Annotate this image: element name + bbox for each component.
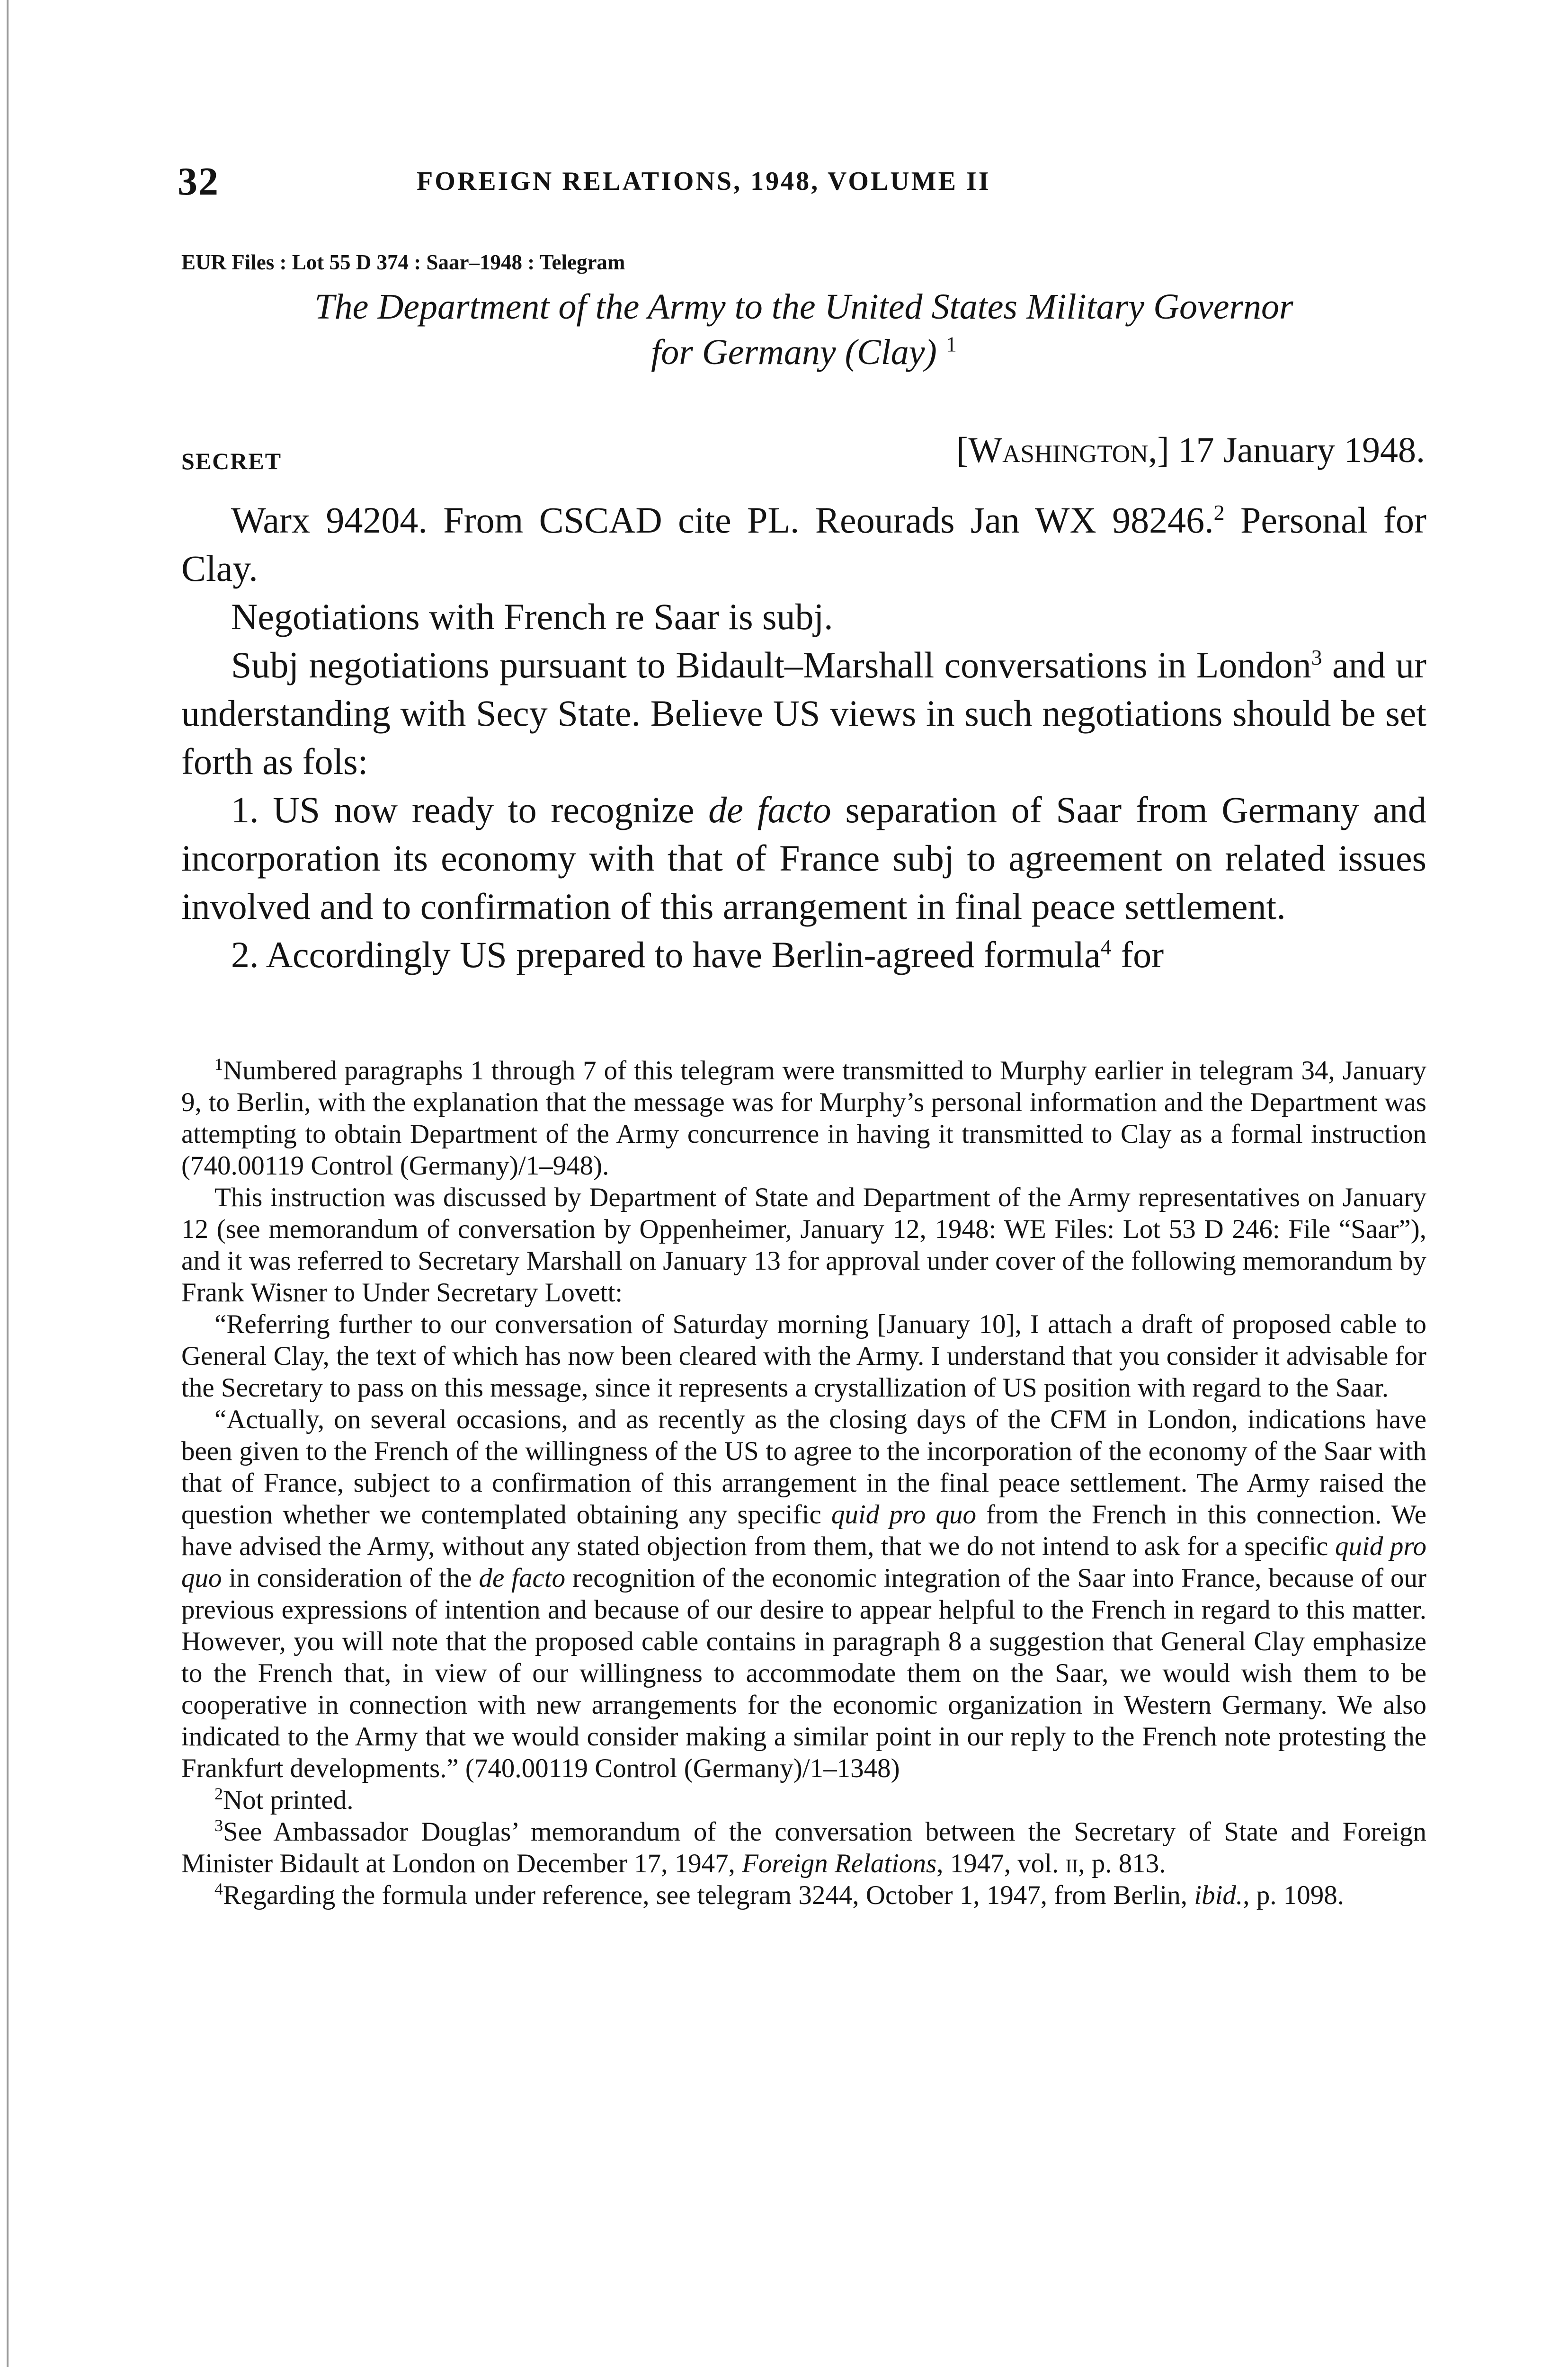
footnote-2-text: Not printed. xyxy=(223,1785,354,1815)
footnote-4-mark: 4 xyxy=(214,1879,223,1898)
fn1-p4-b: from the French in this connection. We have advised the Army, without any stated objection from them, that we do not intend to ask for a specific xyxy=(181,1500,1426,1561)
fn4-a: Regarding the formula under reference, see telegram 3244, October 1, 1947, from Berlin, xyxy=(223,1880,1194,1910)
page-edge-line xyxy=(7,0,9,2367)
footnote-ref-4: 4 xyxy=(1100,935,1112,959)
classification-label: SECRET xyxy=(181,448,282,474)
fn4-italic: ibid. xyxy=(1194,1880,1243,1910)
body-p3-a: Subj negotiations pursuant to Bidault–Marshall conversations in London xyxy=(231,644,1311,685)
fn4-b: , p. 1098. xyxy=(1243,1880,1344,1910)
body-paragraph-3 xyxy=(181,641,1426,786)
fn1-p4-c: in consideration of the xyxy=(222,1563,479,1593)
footnote-2 xyxy=(181,1784,1426,1816)
body-paragraph-1 xyxy=(181,496,1426,593)
running-title: FOREIGN RELATIONS, 1948, VOLUME II xyxy=(417,167,991,196)
body-paragraph-4 xyxy=(181,786,1426,931)
body-p1-tail: Personal for Clay. xyxy=(181,499,1426,589)
source-citation: EUR Files : Lot 55 D 374 : Saar–1948 : Telegram xyxy=(181,250,625,274)
fn1-p4-italic-3: de facto xyxy=(479,1563,566,1593)
telegram-body xyxy=(181,496,1426,979)
footnote-1-para-2: This instruction was discussed by Department of State and Department of the Army representatives on January 12 (see memorandum of conversation by Oppenheimer, January 12, 1948: WE Files: Lot 53 D 246: File “Saar”), and it was referred to Secretary Marshall on January 13 for approval under cover of the following memorandum by Frank Wisner to Under Secretary Lovett: xyxy=(181,1183,1426,1308)
body-paragraph-2: Negotiations with French re Saar is subj. xyxy=(231,596,833,637)
footnote-1-text: Numbered paragraphs 1 through 7 of this telegram were transmitted to Murphy earlier in telegram 34, January 9, to Berlin, with the explanation that the message was for Murphy’s personal information and the Department was attempting to obtain Department of the Army concurrence in having it transmitted to Clay as a formal instruction (740.00119 Control (Germany)/1–948). xyxy=(181,1056,1426,1181)
body-p4-italic: de facto xyxy=(708,789,831,830)
body-p3-b: and ur understanding with Secy State. Believe US views in such negotiations should be set forth as fols: xyxy=(181,644,1426,782)
fn3-c: , p. 813. xyxy=(1078,1849,1166,1878)
fn3-italic: Foreign Relations xyxy=(742,1849,937,1878)
footnote-3 xyxy=(181,1816,1426,1879)
footnote-1-mark: 1 xyxy=(214,1055,223,1074)
footnote-4 xyxy=(181,1879,1426,1911)
body-p4-b: separation of Saar from Germany and incorporation its economy with that of France subj to agreement on related issues involved and to confirmation of this arrangement in final peace settlement. xyxy=(181,789,1426,927)
document-title xyxy=(181,284,1426,375)
body-paragraph-5 xyxy=(181,931,1426,979)
footnote-1-para-3: “Referring further to our conversation of Saturday morning [January 10], I attach a draft of proposed cable to General Clay, the text of which has now been cleared with the Army. I understand that you consider it advisable for the Secretary to pass on this message, since it represents a crystallization of US position with regard to the Saar. xyxy=(181,1309,1426,1403)
body-p5-b: for xyxy=(1111,934,1164,975)
fn3-volume: ii xyxy=(1065,1849,1078,1878)
title-line-2: for Germany (Clay) xyxy=(651,332,937,372)
fn3-a: See Ambassador Douglas’ memorandum of the conversation between the Secretary of State and Foreign Minister Bidault at London on December 17, 1947, xyxy=(181,1817,1426,1878)
footnote-1 xyxy=(181,1055,1426,1182)
fn1-p4-d: recognition of the economic integration of the Saar into France, because of our previous expressions of intention and because of our desire to appear helpful to the French in regard to this matter. However, you will note that the proposed cable contains in paragraph 8 a suggestion that General Clay emphasize to the French that, in view of our willingness to accommodate them on the Saar, we would wish them to be cooperative in connection with new arrangements for the economic organization in Western Germany. We also indicated to the Army that we would consider making a similar point in our reply to the French note protesting the Frankfurt developments.” (740.00119 Control (Germany)/1–1348) xyxy=(181,1563,1426,1783)
body-p4-a: 1. US now ready to recognize xyxy=(231,789,709,830)
footnote-3-mark: 3 xyxy=(214,1816,223,1835)
dateline xyxy=(956,430,1425,471)
title-line-1: The Department of the Army to the United States Military Governor xyxy=(314,287,1293,327)
running-header xyxy=(178,159,1418,211)
title-footnote-ref: 1 xyxy=(945,332,957,356)
footnote-ref-3: 3 xyxy=(1311,645,1322,669)
footnote-2-mark: 2 xyxy=(214,1784,223,1803)
footnote-1-para-4 xyxy=(181,1404,1426,1784)
fn1-p4-italic-2: quid pro quo xyxy=(181,1531,1426,1593)
dateline-place: [Washington,] xyxy=(956,430,1169,470)
footnotes xyxy=(181,1055,1426,1911)
dateline-date: 17 January 1948. xyxy=(1178,430,1425,470)
body-p5-a: 2. Accordingly US prepared to have Berlin-agreed formula xyxy=(231,934,1101,975)
fn1-p4-italic-1: quid pro quo xyxy=(831,1500,976,1530)
fn1-p4-a: “Actually, on several occasions, and as recently as the closing days of the CFM in London, indications have been given to the French of the willingness of the US to agree to the incorporation of the economy of the Saar with that of France, subject to a confirmation of this arrangement in the final peace settlement. The Army raised the question whether we contemplated obtaining any specific xyxy=(181,1405,1426,1530)
fn3-b: , 1947, vol. xyxy=(936,1849,1066,1878)
footnote-ref-2: 2 xyxy=(1213,500,1225,525)
body-p1-text: Warx 94204. From CSCAD cite PL. Reourads Jan WX 98246. xyxy=(231,499,1214,541)
page-number: 32 xyxy=(178,160,219,204)
